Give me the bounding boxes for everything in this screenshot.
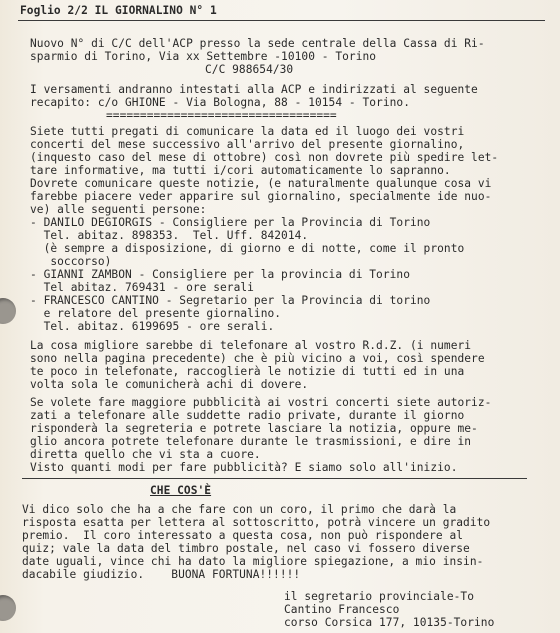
quiz-line-4: quiz; vale la data del timbro postale, nel caso vi fossero diverse <box>22 542 470 555</box>
concerts-line-2: concerti del mese successivo all'arrivo del presente giornalino, <box>30 138 465 151</box>
contact-cantino-phone: Tel. abitaz. 6199695 - ore serali. <box>30 320 275 333</box>
advice-line-2: sono nella pagina precedente) che è più vicino a voi, così spendere <box>30 352 485 365</box>
payment-line-1: I versamenti andranno intestati alla ACP e indirizzati al seguente <box>30 83 478 96</box>
publicity-line-2: zati a telefonare alle suddette radio private, durante il giorno <box>30 409 465 422</box>
contact-cantino: - FRANCESCO CANTINO - Segretario per la Provincia di torino <box>30 294 431 307</box>
contact-cantino-role: e relatore del presente giornalino. <box>30 307 282 320</box>
account-number: C/C 988654/30 <box>205 63 294 76</box>
contact-degiorgis-phone: Tel. abitaz. 898353. Tel. Uff. 842014. <box>30 229 309 242</box>
publicity-line-5: diretta quello che vi sta a cuore. <box>30 448 261 461</box>
concerts-line-4: tare informative, ma tutti i/cori automaticamente lo sapranno. <box>30 164 451 177</box>
quiz-line-6: dacabile giudizio. BUONA FORTUNA!!!!!! <box>22 568 301 581</box>
account-line-2: sparmio di Torino, Via xx Settembre -10100 - Torino <box>30 50 377 63</box>
contact-zambon-phone: Tel abitaz. 769431 - ore serali <box>30 281 254 294</box>
document-header: Foglio 2/2 IL GIORNALINO N° 1 <box>20 4 217 17</box>
section-rule <box>22 478 527 479</box>
concerts-line-3: (inquesto caso del mese di ottobre) così non dovrete più spedire let- <box>30 151 499 164</box>
header-rule <box>18 20 545 21</box>
signature-address: corso Corsica 177, 10135-Torino <box>284 616 495 629</box>
contact-degiorgis-note-2: soccorso) <box>30 255 112 268</box>
signature-name: Cantino Francesco <box>284 603 400 616</box>
quiz-line-2: risposta esatta per lettera al sottoscritto, potrà vincere un gradito <box>22 516 491 529</box>
publicity-line-1: Se volete fare maggiore pubblicità ai vostri concerti siete autoriz- <box>30 396 492 409</box>
account-line-1: Nuovo N° di C/C dell'ACP presso la sede centrale della Cassa di Ri- <box>30 37 485 50</box>
concerts-line-7: ve) alle seguenti persone: <box>30 203 207 216</box>
contact-degiorgis: - DANILO DEGIORGIS - Consigliere per la Provincia di Torino <box>30 216 431 229</box>
section-title: CHE COS'È <box>150 484 212 497</box>
quiz-line-3: premio. Il coro interessato a questa cosa, non può rispondere al <box>22 529 464 542</box>
concerts-line-1: Siete tutti pregati di comunicare la data ed il luogo dei vostri <box>30 125 465 138</box>
advice-line-1: La cosa migliore sarebbe di telefonare al vostro R.d.Z. (i numeri <box>30 339 472 352</box>
concerts-line-5: Dovrete comunicare queste notizie, (e naturalmente qualunque cosa vi <box>30 177 492 190</box>
publicity-line-3: risponderà la segreteria e potrete lasciare la notizia, oppure me- <box>30 422 478 435</box>
advice-line-3: te poco in telefonate, raccoglierà le notizie di tutti ed in una <box>30 365 465 378</box>
contact-zambon: - GIANNI ZAMBON - Consigliere per la provincia di Torino <box>30 268 410 281</box>
publicity-line-6: Visto quanti modi per fare pubblicità? E siamo solo all'inizio. <box>30 461 458 474</box>
contact-degiorgis-note-1: (è sempre a disposizione, di giorno e di notte, come il pronto <box>30 242 465 255</box>
quiz-line-5: date uguali, vince chi ha dato la migliore spiegazione, a mio insin- <box>22 555 484 568</box>
quiz-line-1: Vi dico solo che ha a che fare con un coro, il primo che darà la <box>22 503 457 516</box>
separator-equals: ================================== <box>106 109 337 122</box>
payment-line-2: recapito: c/o GHIONE - Via Bologna, 88 - 10154 - Torino. <box>30 96 410 109</box>
signature-title: il segretario provinciale-To <box>284 590 474 603</box>
advice-line-4: volta sola le comunicherà achi di dovere. <box>30 378 309 391</box>
concerts-line-6: farebbe piacere veder apparire sul giornalino, specialmente ide nuo- <box>30 190 492 203</box>
publicity-line-4: glio ancora potrete telefonare durante le trasmissioni, e dire in <box>30 435 472 448</box>
